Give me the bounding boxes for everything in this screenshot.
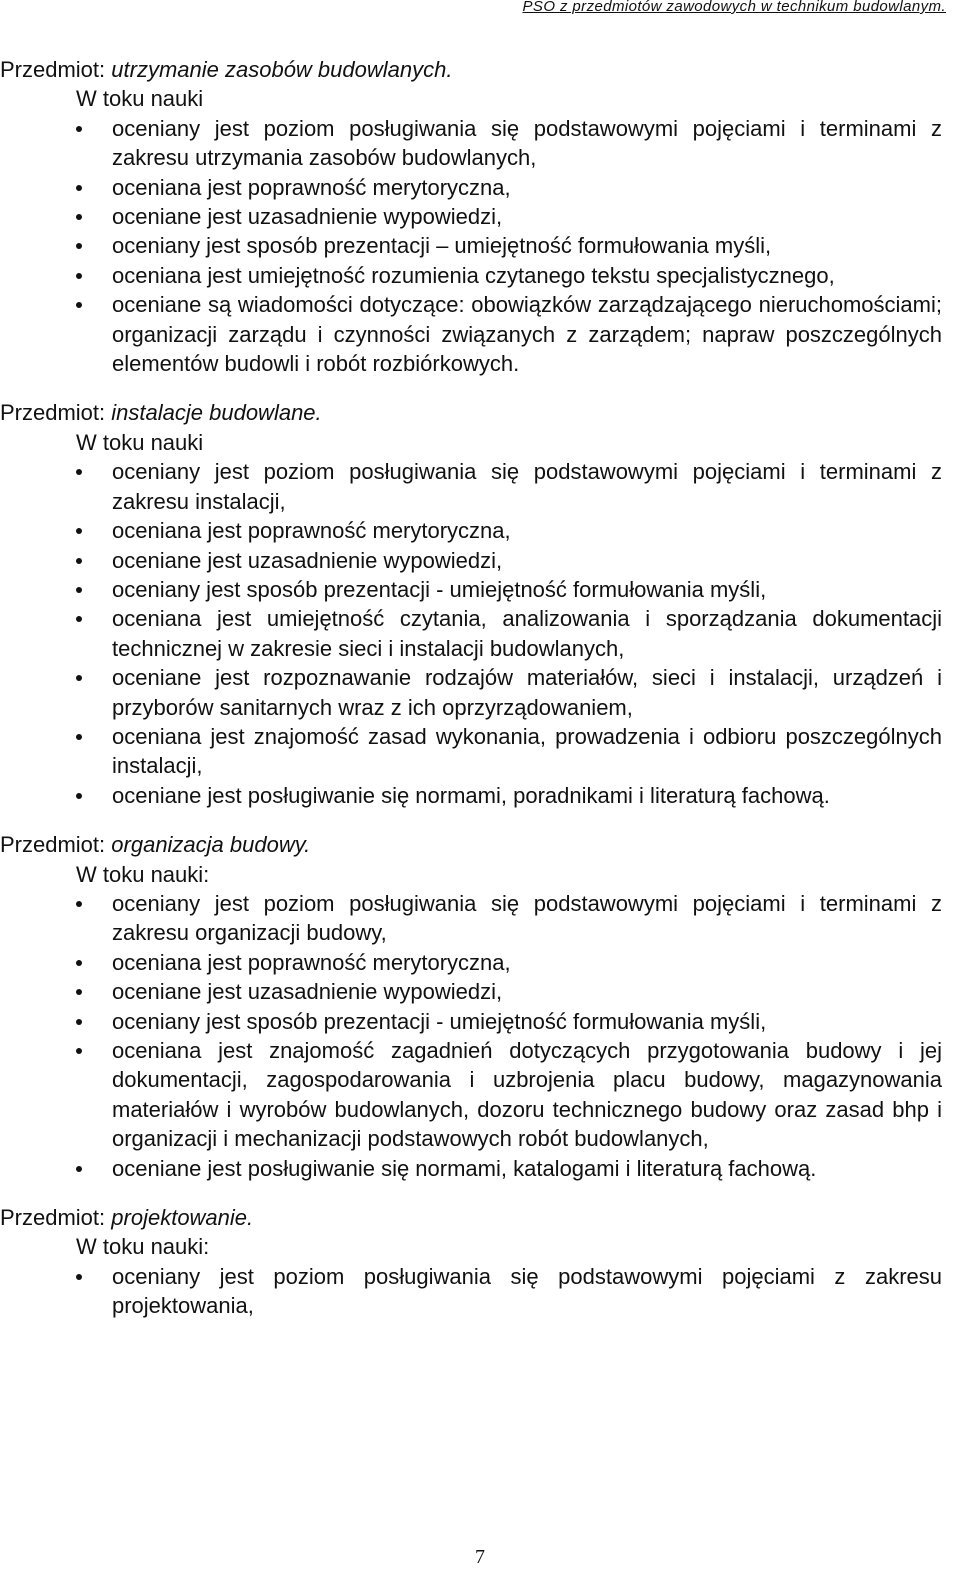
criteria-list-item: oceniana jest znajomość zagadnień dotyczących przygotowania budowy i jej dokumentacji, zagospodarowania i uzbrojenia placu budowy, magazynowania materiałów i wyrobów budowlanych, dozoru technicznego budowy oraz zasad bhp i organizacji i mechanizacji podstawowych robót budowlanych,: [0, 1036, 958, 1154]
criteria-list-item: oceniany jest poziom posługiwania się podstawowymi pojęciami z zakresu projektowania,: [0, 1262, 958, 1321]
criteria-list-item: oceniane jest posługiwanie się normami, katalogami i literaturą fachową.: [0, 1154, 958, 1183]
subject-title: [0, 830, 958, 859]
running-header: PSO z przedmiotów zawodowych w technikum budowlanym.: [522, 0, 946, 15]
criteria-list-item: oceniany jest poziom posługiwania się podstawowymi pojęciami i terminami z zakresu utrzymania zasobów budowlanych,: [0, 114, 958, 173]
subject-name: organizacja budowy.: [111, 832, 311, 858]
criteria-list-item: oceniane jest uzasadnienie wypowiedzi,: [0, 546, 958, 575]
criteria-list: [0, 114, 958, 379]
criteria-list-item: oceniane są wiadomości dotyczące: obowiązków zarządzającego nieruchomościami; organizacji zarządu i czynności związanych z zarządem; napraw poszczególnych elementów budowli i robót rozbiórkowych.: [0, 290, 958, 378]
criteria-list-item: oceniany jest poziom posługiwania się podstawowymi pojęciami i terminami z zakresu instalacji,: [0, 457, 958, 516]
document-body: [0, 55, 958, 1341]
criteria-list-item: oceniana jest poprawność merytoryczna,: [0, 173, 958, 202]
criteria-list-item: oceniana jest umiejętność czytania, analizowania i sporządzania dokumentacji technicznej w zakresie sieci i instalacji budowlanych,: [0, 604, 958, 663]
criteria-list-item: oceniana jest poprawność merytoryczna,: [0, 948, 958, 977]
page-number: 7: [475, 1546, 485, 1568]
criteria-list: [0, 889, 958, 1183]
criteria-list-item: oceniany jest poziom posługiwania się podstawowymi pojęciami i terminami z zakresu organizacji budowy,: [0, 889, 958, 948]
subject-name: projektowanie.: [111, 1205, 254, 1231]
criteria-list-item: oceniany jest sposób prezentacji – umiejętność formułowania myśli,: [0, 231, 958, 260]
subject-section: [0, 1203, 958, 1321]
subject-label: Przedmiot:: [0, 1205, 106, 1231]
section-intro: W toku nauki:: [76, 1234, 210, 1260]
criteria-list-item: oceniana jest poprawność merytoryczna,: [0, 516, 958, 545]
subject-title: [0, 1203, 958, 1232]
subject-section: [0, 55, 958, 378]
criteria-list-item: oceniane jest uzasadnienie wypowiedzi,: [0, 202, 958, 231]
subject-label: Przedmiot:: [0, 400, 106, 426]
subject-section: [0, 830, 958, 1183]
criteria-list-item: oceniane jest posługiwanie się normami, poradnikami i literaturą fachową.: [0, 781, 958, 810]
criteria-list: [0, 457, 958, 810]
criteria-list-item: oceniany jest sposób prezentacji - umiejętność formułowania myśli,: [0, 575, 958, 604]
section-intro: W toku nauki:: [76, 861, 210, 887]
subject-title: [0, 398, 958, 427]
section-intro: W toku nauki: [76, 86, 204, 112]
criteria-list-item: oceniana jest umiejętność rozumienia czytanego tekstu specjalistycznego,: [0, 261, 958, 290]
subject-label: Przedmiot:: [0, 57, 106, 82]
subject-name: instalacje budowlane.: [111, 400, 322, 426]
subject-label: Przedmiot:: [0, 832, 106, 858]
subject-title: [0, 55, 958, 84]
section-intro: W toku nauki: [76, 429, 204, 455]
subject-name: utrzymanie zasobów budowlanych.: [111, 57, 453, 82]
criteria-list-item: oceniane jest uzasadnienie wypowiedzi,: [0, 977, 958, 1006]
criteria-list-item: oceniana jest znajomość zasad wykonania, prowadzenia i odbioru poszczególnych instalacji,: [0, 722, 958, 781]
subject-section: [0, 398, 958, 810]
criteria-list: [0, 1262, 958, 1321]
criteria-list-item: oceniane jest rozpoznawanie rodzajów materiałów, sieci i instalacji, urządzeń i przyborów sanitarnych wraz z ich oprzyrządowaniem,: [0, 663, 958, 722]
criteria-list-item: oceniany jest sposób prezentacji - umiejętność formułowania myśli,: [0, 1007, 958, 1036]
